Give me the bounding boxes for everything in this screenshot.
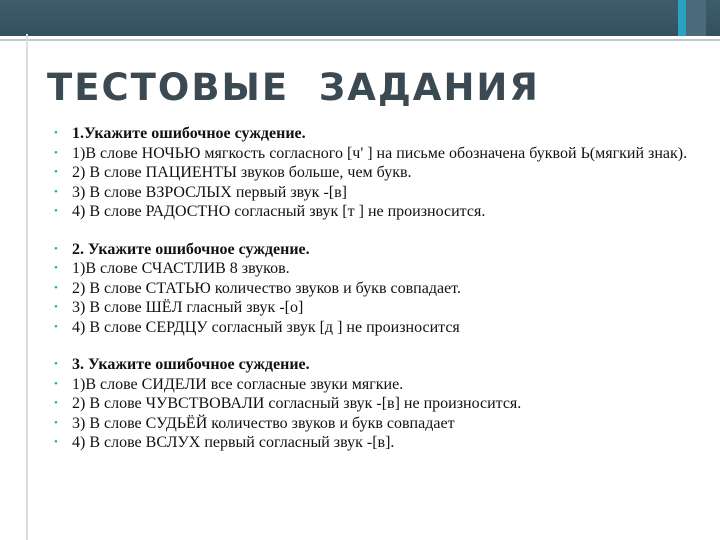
answer-text: 4) В слове ВСЛУХ первый согласный звук -[в]. [72,434,395,451]
answer-text: 3) В слове ШЁЛ гласный звук -[о] [72,299,304,316]
header-bar [0,0,720,36]
bullet-icon: • [54,301,58,313]
answer-option [54,433,694,453]
answer-text: 3) В слове СУДЬЁЙ количество звуков и букв совпадает [72,414,455,432]
answer-option [54,298,694,318]
answer-text: 1)В слове СЧАСТЛИВ 8 звуков. [72,260,290,277]
bullet-icon: • [54,320,58,333]
answer-option [54,414,694,434]
bullet-icon: • [54,146,58,159]
question-block-3 [54,355,694,453]
header-accent-block [686,0,706,36]
slide-content [54,124,694,471]
left-margin-rule [26,34,28,540]
answer-text: 4) В слове РАДОСТНО согласный звук [т ] не произносится. [72,203,486,220]
question-heading [54,240,694,260]
answer-option [54,375,694,395]
bullet-icon: • [54,262,58,274]
answer-option [54,318,694,338]
answer-text: 3) В слове ВЗРОСЛЫХ первый звук -[в] [72,183,347,201]
bullet-icon: • [54,416,58,429]
question-heading [54,355,694,375]
question-text: 1.Укажите ошибочное суждение. [72,125,306,142]
answer-option [54,279,694,299]
answer-text: 1)В слове СИДЕЛИ все согласные звуки мягкие. [72,375,404,393]
bullet-icon: • [54,358,58,370]
bullet-icon: • [54,185,58,198]
answer-text: 2) В слове ПАЦИЕНТЫ звуков больше, чем букв. [72,164,412,181]
answer-option [54,163,694,183]
question-heading [54,124,694,144]
question-text: 3. Укажите ошибочное суждение. [72,356,310,373]
question-text: 2. Укажите ошибочное суждение. [72,240,310,258]
bullet-icon: • [54,377,58,390]
bullet-icon: • [54,397,58,409]
question-block-2 [54,240,694,338]
bullet-icon: • [54,166,58,178]
answer-option [54,144,694,164]
slide-title: ТЕСТОВЫЕ ЗАДАНИЯ [47,66,540,109]
bullet-icon: • [54,281,58,294]
answer-text: 1)В слове НОЧЬЮ мягкость согласного [ч' ] на письме обозначена буквой Ь(мягкий знак). [72,144,688,162]
bullet-icon: • [54,242,58,255]
answer-option [54,183,694,203]
bullet-icon: • [54,205,58,217]
question-block-1 [54,124,694,222]
bullet-icon: • [54,436,58,448]
answer-option [54,259,694,279]
answer-text: 2) В слове СТАТЬЮ количество звуков и букв совпадает. [72,279,461,297]
answer-text: 4) В слове СЕРДЦУ согласный звук [д ] не произносится [72,318,460,336]
answer-text: 2) В слове ЧУВСТВОВАЛИ согласный звук -[в] не произносится. [72,395,522,412]
header-accent-stripe [678,0,686,36]
answer-option [54,394,694,414]
answer-option [54,202,694,222]
header-divider [0,39,720,41]
bullet-icon: • [54,127,58,139]
